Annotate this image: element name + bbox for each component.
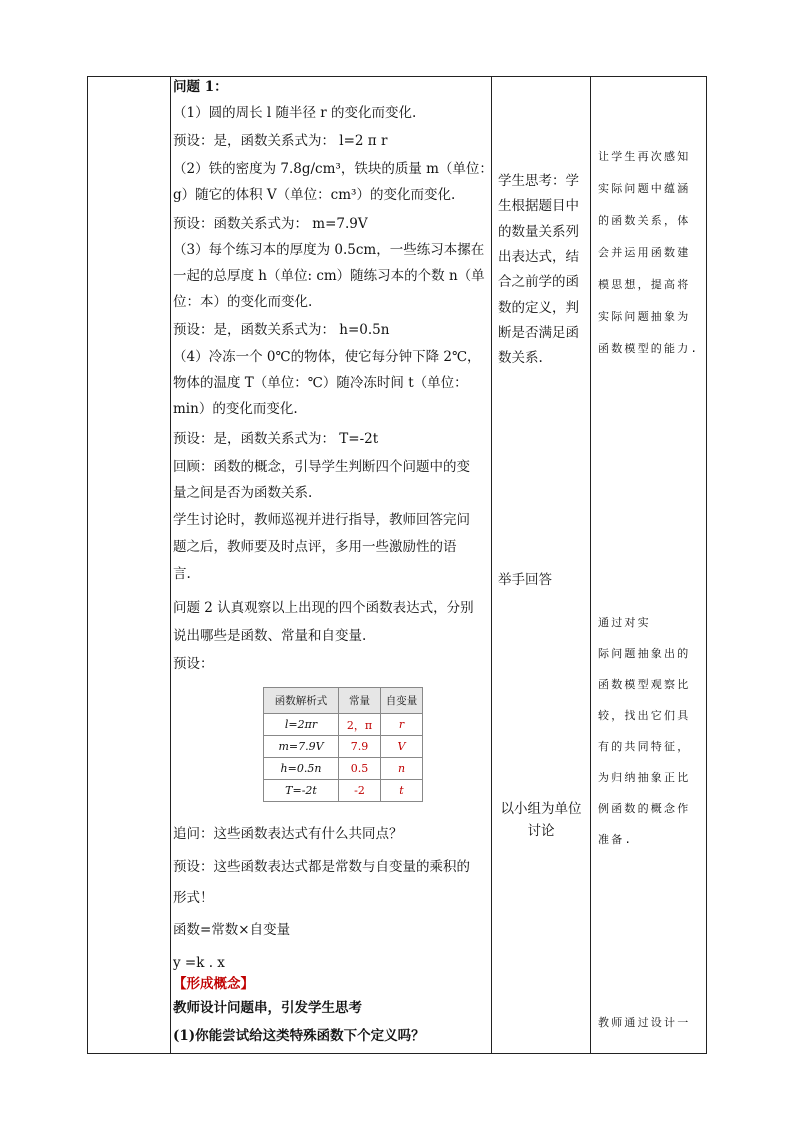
table-cell: 2，π (339, 714, 381, 736)
text-line: 出表达式，结 (498, 248, 579, 265)
text-line: 预设：是，函数关系式为： h=0.5n (173, 322, 390, 338)
table-row (264, 736, 423, 758)
text-line: 预设：这些函数表达式都是常数与自变量的乘积的 (173, 859, 470, 875)
text-line: 预设：是，函数关系式为： l=2 π r (173, 133, 388, 149)
table-cell: 7.9 (339, 736, 381, 758)
table-row (264, 714, 423, 736)
text-line: 回顾：函数的概念，引导学生判断四个问题中的变 (173, 459, 470, 475)
text-line: 较，找出它们具 (598, 709, 691, 722)
teaching-process-column (171, 77, 491, 1053)
text-line: 函数模型的能力. (598, 342, 700, 355)
text-line: 教师通过设计一 (598, 1016, 691, 1029)
text-line: y =k . x (173, 955, 225, 971)
table-cell: t (381, 780, 423, 802)
table-cell: m=7.9V (264, 736, 339, 758)
text-line: 说出哪些是函数、常量和自变量. (173, 628, 367, 644)
text-line: 教师设计问题串，引发学生思考 (173, 1000, 362, 1016)
text-line: 预设： (173, 656, 214, 672)
text-line: (1)你能尝试给这类特殊函数下个定义吗？ (173, 1028, 425, 1044)
table-row (264, 758, 423, 780)
text-line: 讨论 (527, 823, 555, 839)
table-header: 自变量 (381, 688, 423, 714)
text-line: 数关系. (498, 350, 543, 367)
function-table (263, 687, 423, 802)
table-cell: 0.5 (339, 758, 381, 780)
text-line: 断是否满足函 (498, 324, 579, 341)
text-line: （3）每个练习本的厚度为 0.5cm，一些练习本摞在 (173, 242, 485, 258)
text-line: 学生思考：学 (498, 173, 579, 189)
text-line: 预设：是，函数关系式为： T=-2t (173, 431, 379, 447)
text-line: 模思想，提高将 (598, 278, 691, 291)
text-line: 【形成概念】 (173, 976, 254, 992)
table-cell: T=-2t (264, 780, 339, 802)
text-line: min）的变化而变化. (173, 401, 298, 417)
table-cell: n (381, 758, 423, 780)
text-line: 学生讨论时，教师巡视并进行指导，教师回答完问 (173, 512, 470, 528)
table-header: 函数解析式 (264, 688, 339, 714)
text-line: 言. (173, 566, 191, 582)
text-line: 举手回答 (498, 572, 552, 588)
text-line: 合之前学的函 (498, 274, 579, 291)
text-line: g）随它的体积 V（单位：cm³）的变化而变化. (173, 187, 456, 203)
text-line: 问题 1： (173, 79, 228, 95)
text-line: 以小组为单位 (500, 801, 582, 817)
table-cell: V (381, 736, 423, 758)
table-cell: r (381, 714, 423, 736)
text-line: 例函数的概念作 (598, 802, 691, 815)
text-line: 的数量关系列 (498, 223, 579, 240)
text-line: 数的定义，判 (498, 299, 579, 316)
text-line: 问题 2 认真观察以上出现的四个函数表达式，分别 (173, 600, 474, 616)
text-line: 会并运用函数建 (598, 246, 691, 259)
text-line: 准备. (598, 833, 634, 846)
table-row (264, 780, 423, 802)
text-line: 实际问题抽象为 (598, 310, 691, 323)
text-line: （2）铁的密度为 7.8g/cm³，铁块的质量 m（单位： (173, 161, 493, 177)
text-line: 物体的温度 T（单位：℃）随冷冻时间 t（单位： (173, 375, 468, 391)
text-line: 实际问题中蕴涵 (598, 182, 691, 195)
text-line: 有的共同特征， (598, 740, 691, 753)
text-line: 生根据题目中 (498, 198, 579, 215)
text-line: 函数模型观察比 (598, 678, 691, 691)
text-line: 为归纳抽象正比 (598, 771, 691, 784)
student-activity-column (492, 77, 590, 1053)
table-cell: -2 (339, 780, 381, 802)
text-line: 让学生再次感知 (598, 150, 691, 163)
text-line: 预设：函数关系式为： m=7.9V (173, 216, 368, 232)
table-header: 常量 (339, 688, 381, 714)
lesson-table (87, 76, 707, 1054)
text-line: 通过对实 (598, 616, 651, 629)
text-line: 函数=常数×自变量 (173, 922, 291, 938)
text-line: 位：本）的变化而变化. (173, 294, 313, 310)
text-line: 的函数关系，体 (598, 214, 691, 227)
table-cell: h=0.5n (264, 758, 339, 780)
text-line: （1）圆的周长 l 随半径 r 的变化而变化. (173, 105, 417, 121)
design-intent-column (591, 77, 708, 1053)
text-line: 题之后，教师要及时点评，多用一些激励性的语 (173, 539, 457, 555)
text-line: 形式！ (173, 890, 214, 906)
table-cell: l=2πr (264, 714, 339, 736)
text-line: 量之间是否为函数关系. (173, 485, 313, 501)
text-line: 追问：这些函数表达式有什么共同点？ (173, 826, 403, 842)
text-line: 一起的总厚度 h（单位: cm）随练习本的个数 n（单 (173, 268, 485, 284)
text-line: 际问题抽象出的 (598, 647, 691, 660)
text-line: （4）冷冻一个 0℃的物体，使它每分钟下降 2℃， (173, 349, 481, 365)
